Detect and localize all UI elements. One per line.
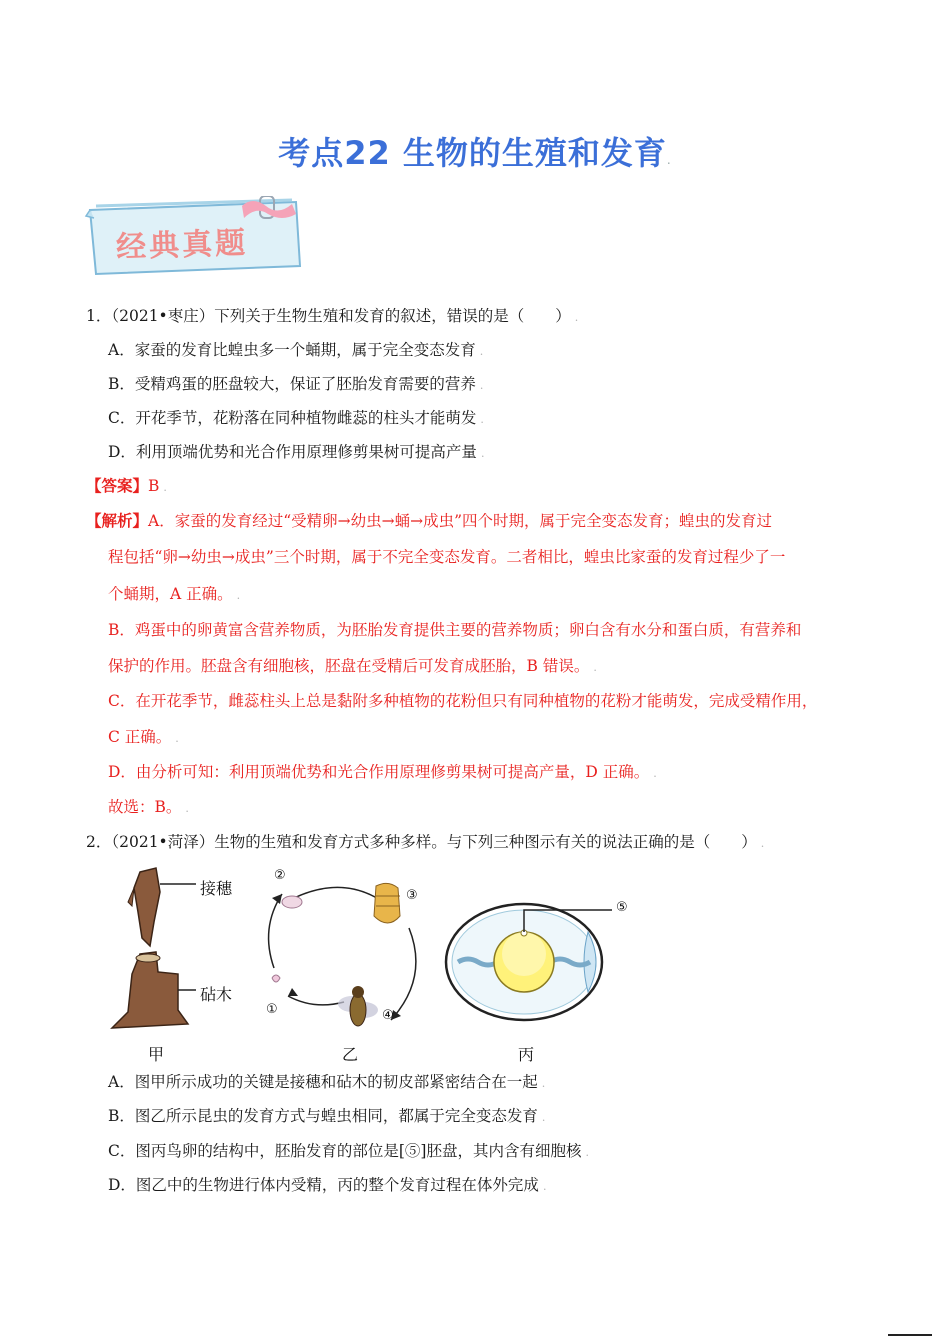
grafting-illustration xyxy=(112,868,196,1028)
q2-option-a: A．图甲所示成功的关键是接穗和砧木的韧皮部紧密结合在一起 . xyxy=(108,1073,546,1091)
stage-1-marker: ① xyxy=(266,1002,278,1017)
page-title: 考点22 生物的生殖和发育. xyxy=(278,134,672,172)
q1-analysis-line: 个蛹期，A 正确。 . xyxy=(108,585,241,603)
stage-4-marker: ④ xyxy=(382,1008,394,1023)
q1-option-c: C．开花季节，花粉落在同种植物雌蕊的柱头才能萌发 . xyxy=(108,409,484,427)
q1-option-b: B．受精鸡蛋的胚盘较大，保证了胚胎发育需要的营养 . xyxy=(108,375,484,393)
q2-stem: 2．（2021•菏泽）生物的生殖和发育方式多种多样。与下列三种图示有关的说法正确的是（ ） . xyxy=(86,833,765,851)
figure-drawings xyxy=(104,862,644,1068)
q1-analysis-line: C 正确。 . xyxy=(108,728,179,746)
germinal-disc-marker: ⑤ xyxy=(616,900,628,915)
stage-2-marker: ② xyxy=(274,868,286,883)
q1-option-d: D．利用顶端优势和光合作用原理修剪果树可提高产量 . xyxy=(108,443,485,461)
figure-yi-label: 乙 xyxy=(342,1045,359,1064)
figure-bing-label: 丙 xyxy=(518,1045,535,1064)
q2-figure xyxy=(104,862,644,1068)
q1-analysis-line: 保护的作用。胚盘含有细胞核，胚盘在受精后可发育成胚胎，B 错误。 . xyxy=(108,657,597,675)
q1-analysis-line: 【解析】A．家蚕的发育经过“受精卵→幼虫→蛹→成虫”四个时期，属于完全变态发育；蝗虫的发育过 xyxy=(86,511,773,530)
stage-3-marker: ③ xyxy=(406,888,418,903)
figure-jia-label: 甲 xyxy=(148,1045,165,1064)
q2-option-b: B．图乙所示昆虫的发育方式与蝗虫相同，都属于完全变态发育 . xyxy=(108,1107,546,1125)
insect-life-cycle xyxy=(269,883,416,1026)
q1-analysis-line: 故选：B。 . xyxy=(108,798,189,816)
q1-analysis-line: D．由分析可知：利用顶端优势和光合作用原理修剪果树可提高产量，D 正确。 . xyxy=(108,763,657,781)
banner-label: 经典真题 xyxy=(115,225,249,266)
q2-option-d: D．图乙中的生物进行体内受精，丙的整个发育过程在体外完成 . xyxy=(108,1176,547,1194)
q1-analysis-line: 程包括“卵→幼虫→成虫”三个时期，属于不完全变态发育。二者相比，蝗虫比家蚕的发育过程少了一 xyxy=(108,548,786,566)
q2-option-c: C．图丙鸟卵的结构中，胚胎发育的部位是[⑤]胚盘，其内含有细胞核 . xyxy=(108,1142,589,1160)
scion-label: 接穗 xyxy=(200,879,233,898)
q1-answer: 【答案】B . xyxy=(86,476,167,495)
q1-stem: 1．（2021•枣庄）下列关于生物生殖和发育的叙述，错误的是（ ） . xyxy=(86,307,579,325)
footer-rule xyxy=(888,1334,932,1336)
section-banner xyxy=(84,196,306,278)
bird-egg-structure xyxy=(446,904,612,1020)
q1-analysis-line: C．在开花季节，雌蕊柱头上总是黏附多种植物的花粉但只有同种植物的花粉才能萌发，完成受精作用， xyxy=(108,692,818,710)
q1-analysis-line: B．鸡蛋中的卵黄富含营养物质，为胚胎发育提供主要的营养物质；卵白含有水分和蛋白质，有营养和 xyxy=(108,621,802,639)
rootstock-label: 砧木 xyxy=(200,985,233,1004)
q1-option-a: A．家蚕的发育比蝗虫多一个蛹期，属于完全变态发育 . xyxy=(108,341,484,359)
